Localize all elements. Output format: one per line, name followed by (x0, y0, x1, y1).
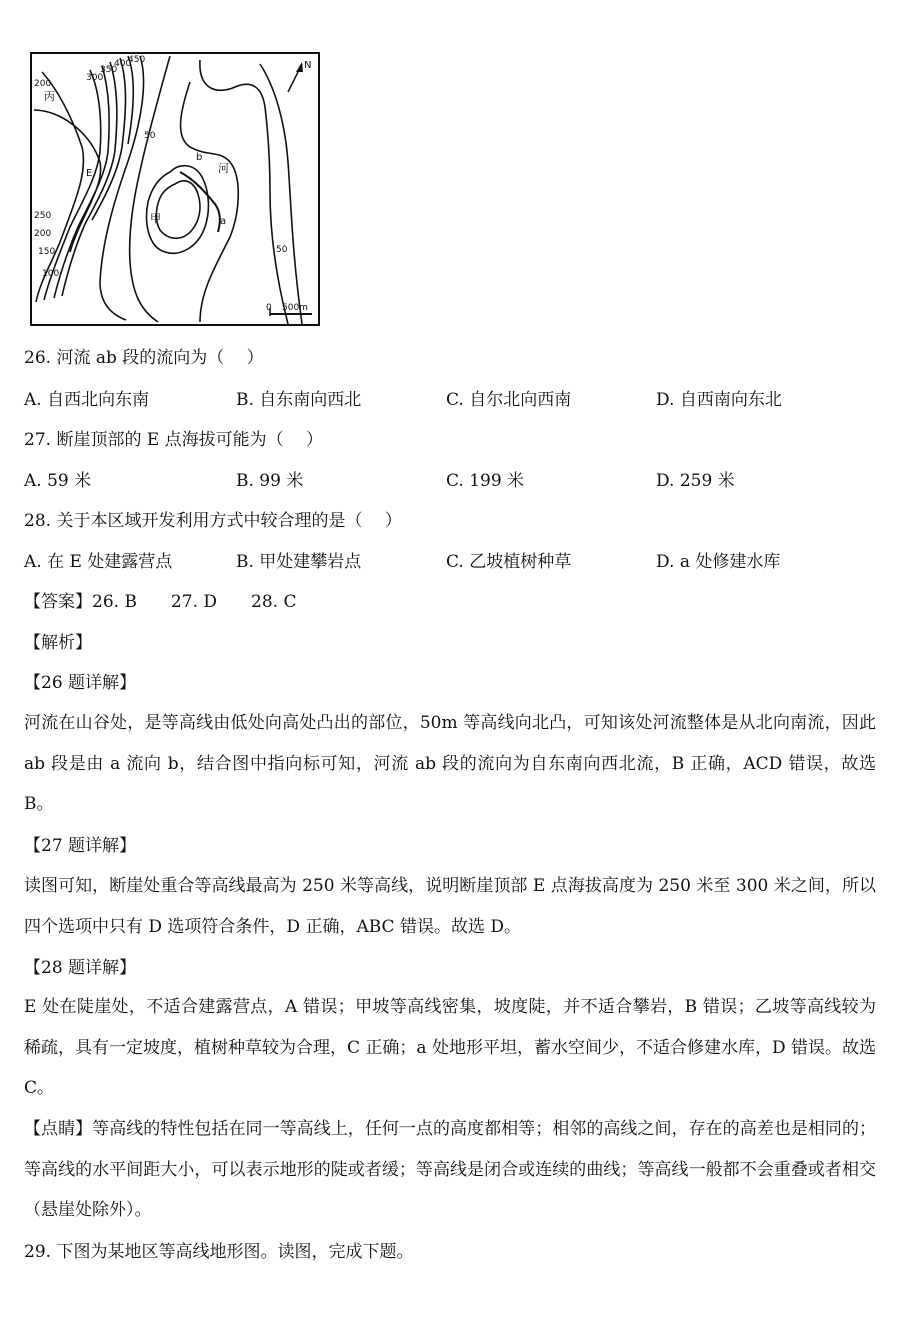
question-27-stem: 27. 断崖顶部的 E 点海拔可能为（ ） (24, 430, 324, 450)
label-jia: 甲 (150, 212, 161, 225)
detail-27-body: 读图可知，断崖处重合等高线最高为 250 米等高线，说明断崖顶部 E 点海拔高度为 250 米至 300 米之间，所以四个选项中只有 D 选项符合条件，D 正确，ABC 错误。故选 D。 (24, 876, 876, 937)
contour-map-svg (30, 52, 320, 326)
label-bing: 丙 (44, 90, 55, 103)
contour-label: 50 (144, 131, 156, 141)
contour-label: 50 (276, 245, 288, 255)
q26-option-c: C. 自尔北向西南 (446, 390, 572, 410)
contour-label: 250 (34, 211, 52, 221)
q28-option-c: C. 乙坡植树种草 (446, 552, 572, 572)
detail-27-title: 【27 题详解】 (24, 836, 137, 856)
q27-option-d: D. 259 米 (656, 471, 735, 491)
scale-zero-label: 0 (266, 303, 272, 313)
q28-option-b: B. 甲处建攀岩点 (236, 552, 362, 572)
question-26-stem: 26. 河流 ab 段的流向为（ ） (24, 348, 264, 368)
tip-paragraph: 【点睛】等高线的特性包括在同一等高线上，任何一点的高度都相等；相邻的高线之间，存在的高差也是相同的；等高线的水平间距大小，可以表示地形的陡或者缓；等高线是闭合或连续的曲线；等高线一般都不会重叠或者相交（悬崖处除外）。 (24, 1119, 876, 1220)
contour-label: 400 (114, 59, 132, 69)
analysis-heading: 【解析】 (24, 633, 92, 653)
north-label: N (304, 60, 312, 71)
detail-28-title: 【28 题详解】 (24, 958, 137, 978)
q26-option-b: B. 自东南向西北 (236, 390, 362, 410)
label-b-point: b (196, 152, 203, 163)
q28-option-a: A. 在 E 处建露营点 (24, 552, 173, 572)
contour-label: 450 (128, 55, 146, 65)
answer-line: 【答案】26. B 27. D 28. C (24, 592, 297, 612)
q28-option-d: D. a 处修建水库 (656, 552, 781, 572)
contour-label: 150 (38, 247, 56, 257)
contour-label: 200 (34, 229, 52, 239)
question-28-stem: 28. 关于本区域开发利用方式中较合理的是（ ） (24, 511, 402, 531)
contour-label: 350 (100, 65, 118, 75)
q27-option-c: C. 199 米 (446, 471, 525, 491)
contour-label: 100 (42, 269, 60, 279)
detail-26-body: 河流在山谷处，是等高线由低处向高处凸出的部位，50m 等高线向北凸，可知该处河流整体是从北向南流，因此 ab 段是由 a 流向 b，结合图中指向标可知，河流 ab 段的流向为自东南向西北流，B 正确，ACD 错误，故选 B。 (24, 713, 876, 814)
q26-option-a: A. 自西北向东南 (24, 390, 150, 410)
q26-option-d: D. 自西南向东北 (656, 390, 782, 410)
map-frame (31, 53, 319, 325)
q27-option-a: A. 59 米 (24, 471, 92, 491)
contour-map (30, 52, 320, 326)
detail-26-title: 【26 题详解】 (24, 673, 137, 693)
label-e-point: E (86, 168, 93, 179)
label-a-point: a (220, 216, 227, 227)
contour-label: 300 (86, 73, 104, 83)
scale-500-label: 500m (282, 303, 308, 313)
q27-option-b: B. 99 米 (236, 471, 304, 491)
label-river: 河 (218, 162, 229, 175)
question-29-stem: 29. 下图为某地区等高线地形图。读图，完成下题。 (24, 1242, 414, 1262)
contour-label: 200 (34, 79, 52, 89)
detail-28-body: E 处在陡崖处，不适合建露营点，A 错误；甲坡等高线密集，坡度陡，并不适合攀岩，B 错误；乙坡等高线较为稀疏，具有一定坡度，植树种草较为合理，C 正确；a 处地形平坦，蓄水空间少，不适合修建水库，D 错误。故选 C。 (24, 997, 876, 1098)
